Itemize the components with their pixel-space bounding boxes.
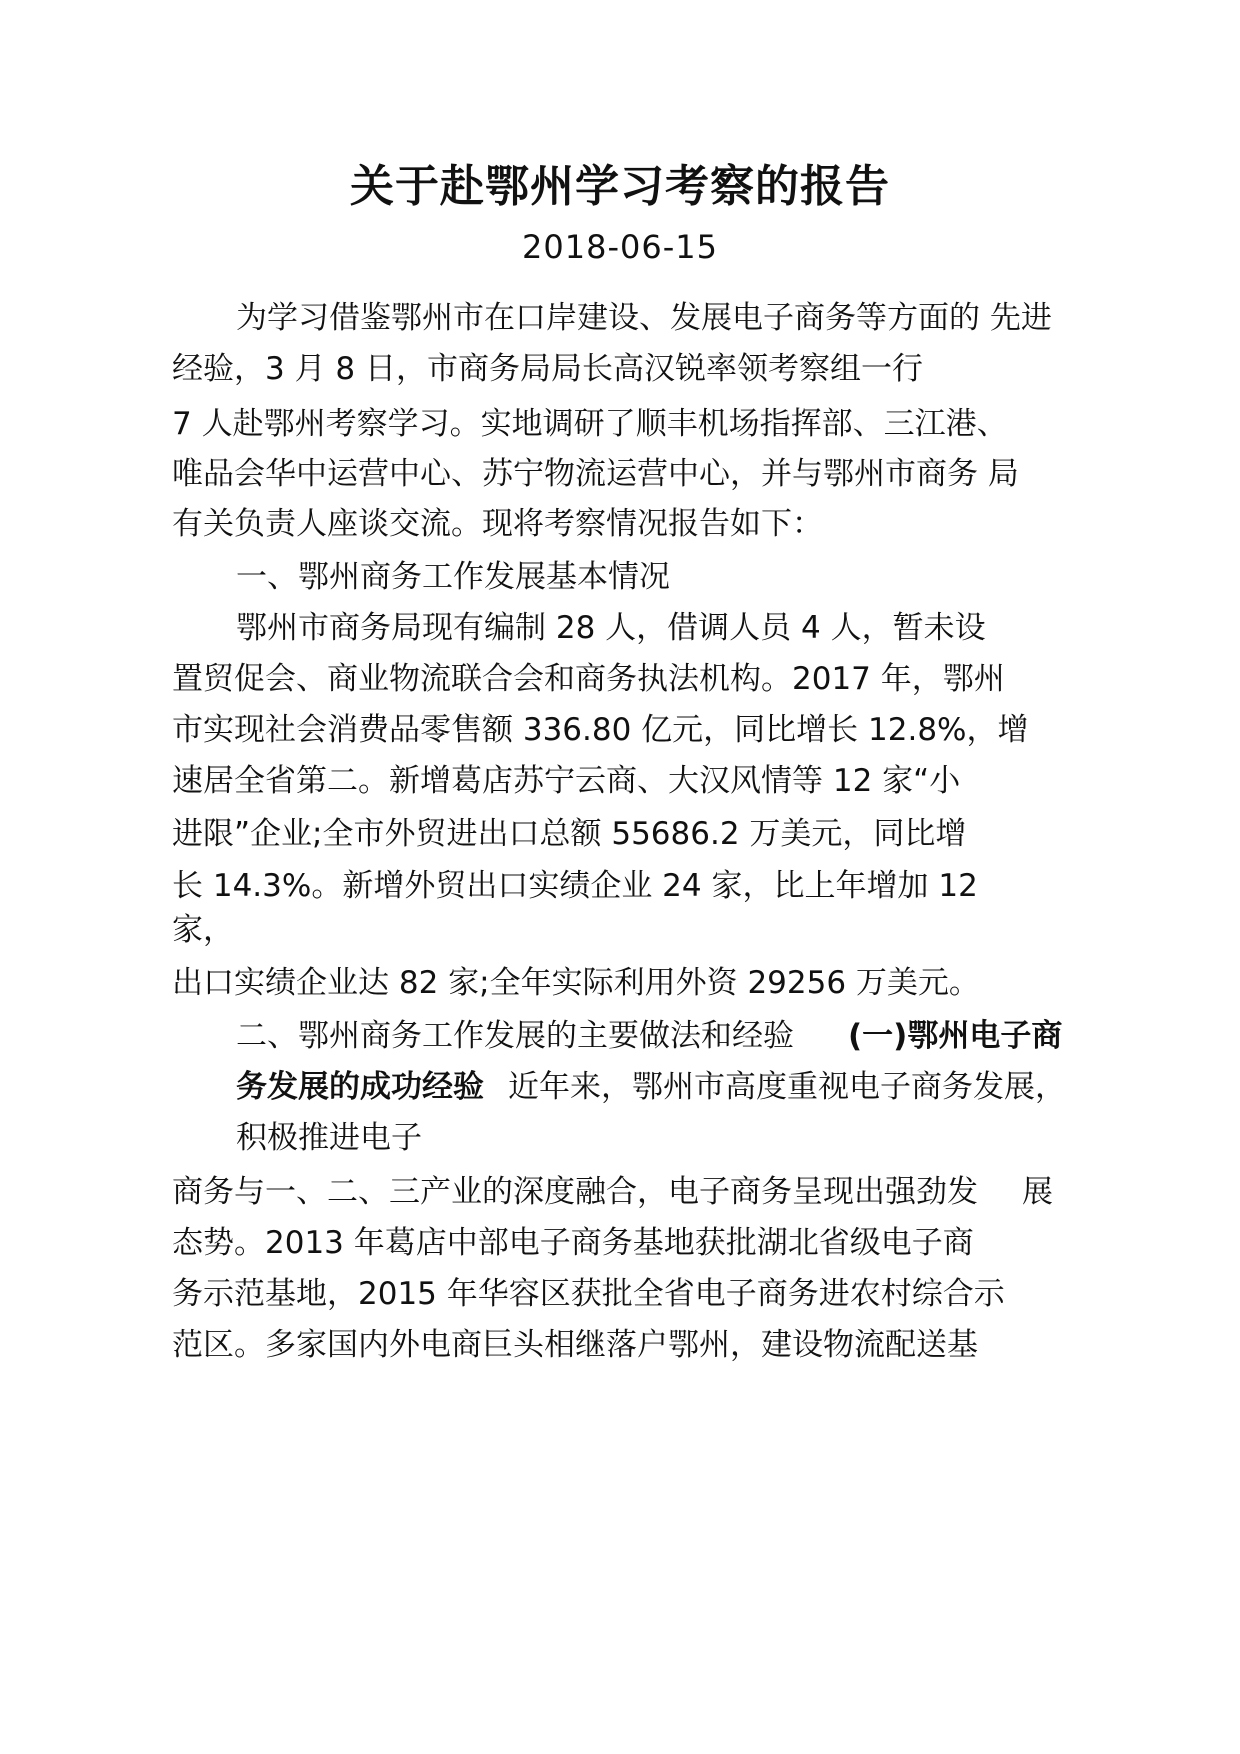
body-line: 近年来，鄂州市高度重视电子商务发展，: [508, 1069, 1066, 1105]
body-line: 务示范基地，2015 年华容区获批全省电子商务进农村综合示: [172, 1276, 1005, 1312]
body-line: 速居全省第二。新增葛店苏宁云商、大汉风情等 12 家“小: [172, 763, 961, 799]
body-line: 出口实绩企业达 82 家;全年实际利用外资 29256 万美元。: [172, 965, 980, 1001]
subsection-heading-cont: 务发展的成功经验: [236, 1069, 484, 1105]
section-heading-2: 二、鄂州商务工作发展的主要做法和经验: [236, 1018, 794, 1054]
body-line: 范区。多家国内外电商巨头相继落户鄂州，建设物流配送基: [172, 1327, 978, 1363]
body-line-fragment: 展: [1022, 1174, 1053, 1210]
body-line: 家，: [172, 912, 234, 948]
section-heading-1: 一、鄂州商务工作发展基本情况: [236, 559, 670, 595]
subsection-heading: (一)鄂州电子商: [848, 1018, 1063, 1054]
document-title: 关于赴鄂州学习考察的报告: [350, 161, 890, 212]
document-date: 2018-06-15: [522, 228, 718, 266]
body-line: 积极推进电子: [236, 1120, 422, 1156]
body-line: 置贸促会、商业物流联合会和商务执法机构。2017 年，鄂州: [172, 661, 1005, 697]
body-line: 有关负责人座谈交流。现将考察情况报告如下：: [172, 506, 823, 542]
body-line: 态势。2013 年葛店中部电子商务基地获批湖北省级电子商: [172, 1225, 974, 1261]
body-line: 鄂州市商务局现有编制 28 人，借调人员 4 人，暂未设: [236, 610, 986, 646]
body-line: 商务与一、二、三产业的深度融合，电子商务呈现出强劲发: [172, 1174, 978, 1210]
body-line: 市实现社会消费品零售额 336.80 亿元，同比增长 12.8%，增: [172, 712, 1029, 748]
body-line: 经验，3 月 8 日，市商务局局长高汉锐率领考察组一行: [172, 351, 924, 387]
body-line: 为学习借鉴鄂州市在口岸建设、发展电子商务等方面的 先进: [236, 300, 1052, 336]
body-line: 进限”企业;全市外贸进出口总额 55686.2 万美元，同比增: [172, 816, 967, 852]
body-line: 长 14.3%。新增外贸出口实绩企业 24 家，比上年增加 12: [172, 868, 978, 904]
body-line: 7 人赴鄂州考察学习。实地调研了顺丰机场指挥部、三江港、: [172, 406, 1008, 442]
body-line: 唯品会华中运营中心、苏宁物流运营中心，并与鄂州市商务 局: [172, 456, 1019, 492]
